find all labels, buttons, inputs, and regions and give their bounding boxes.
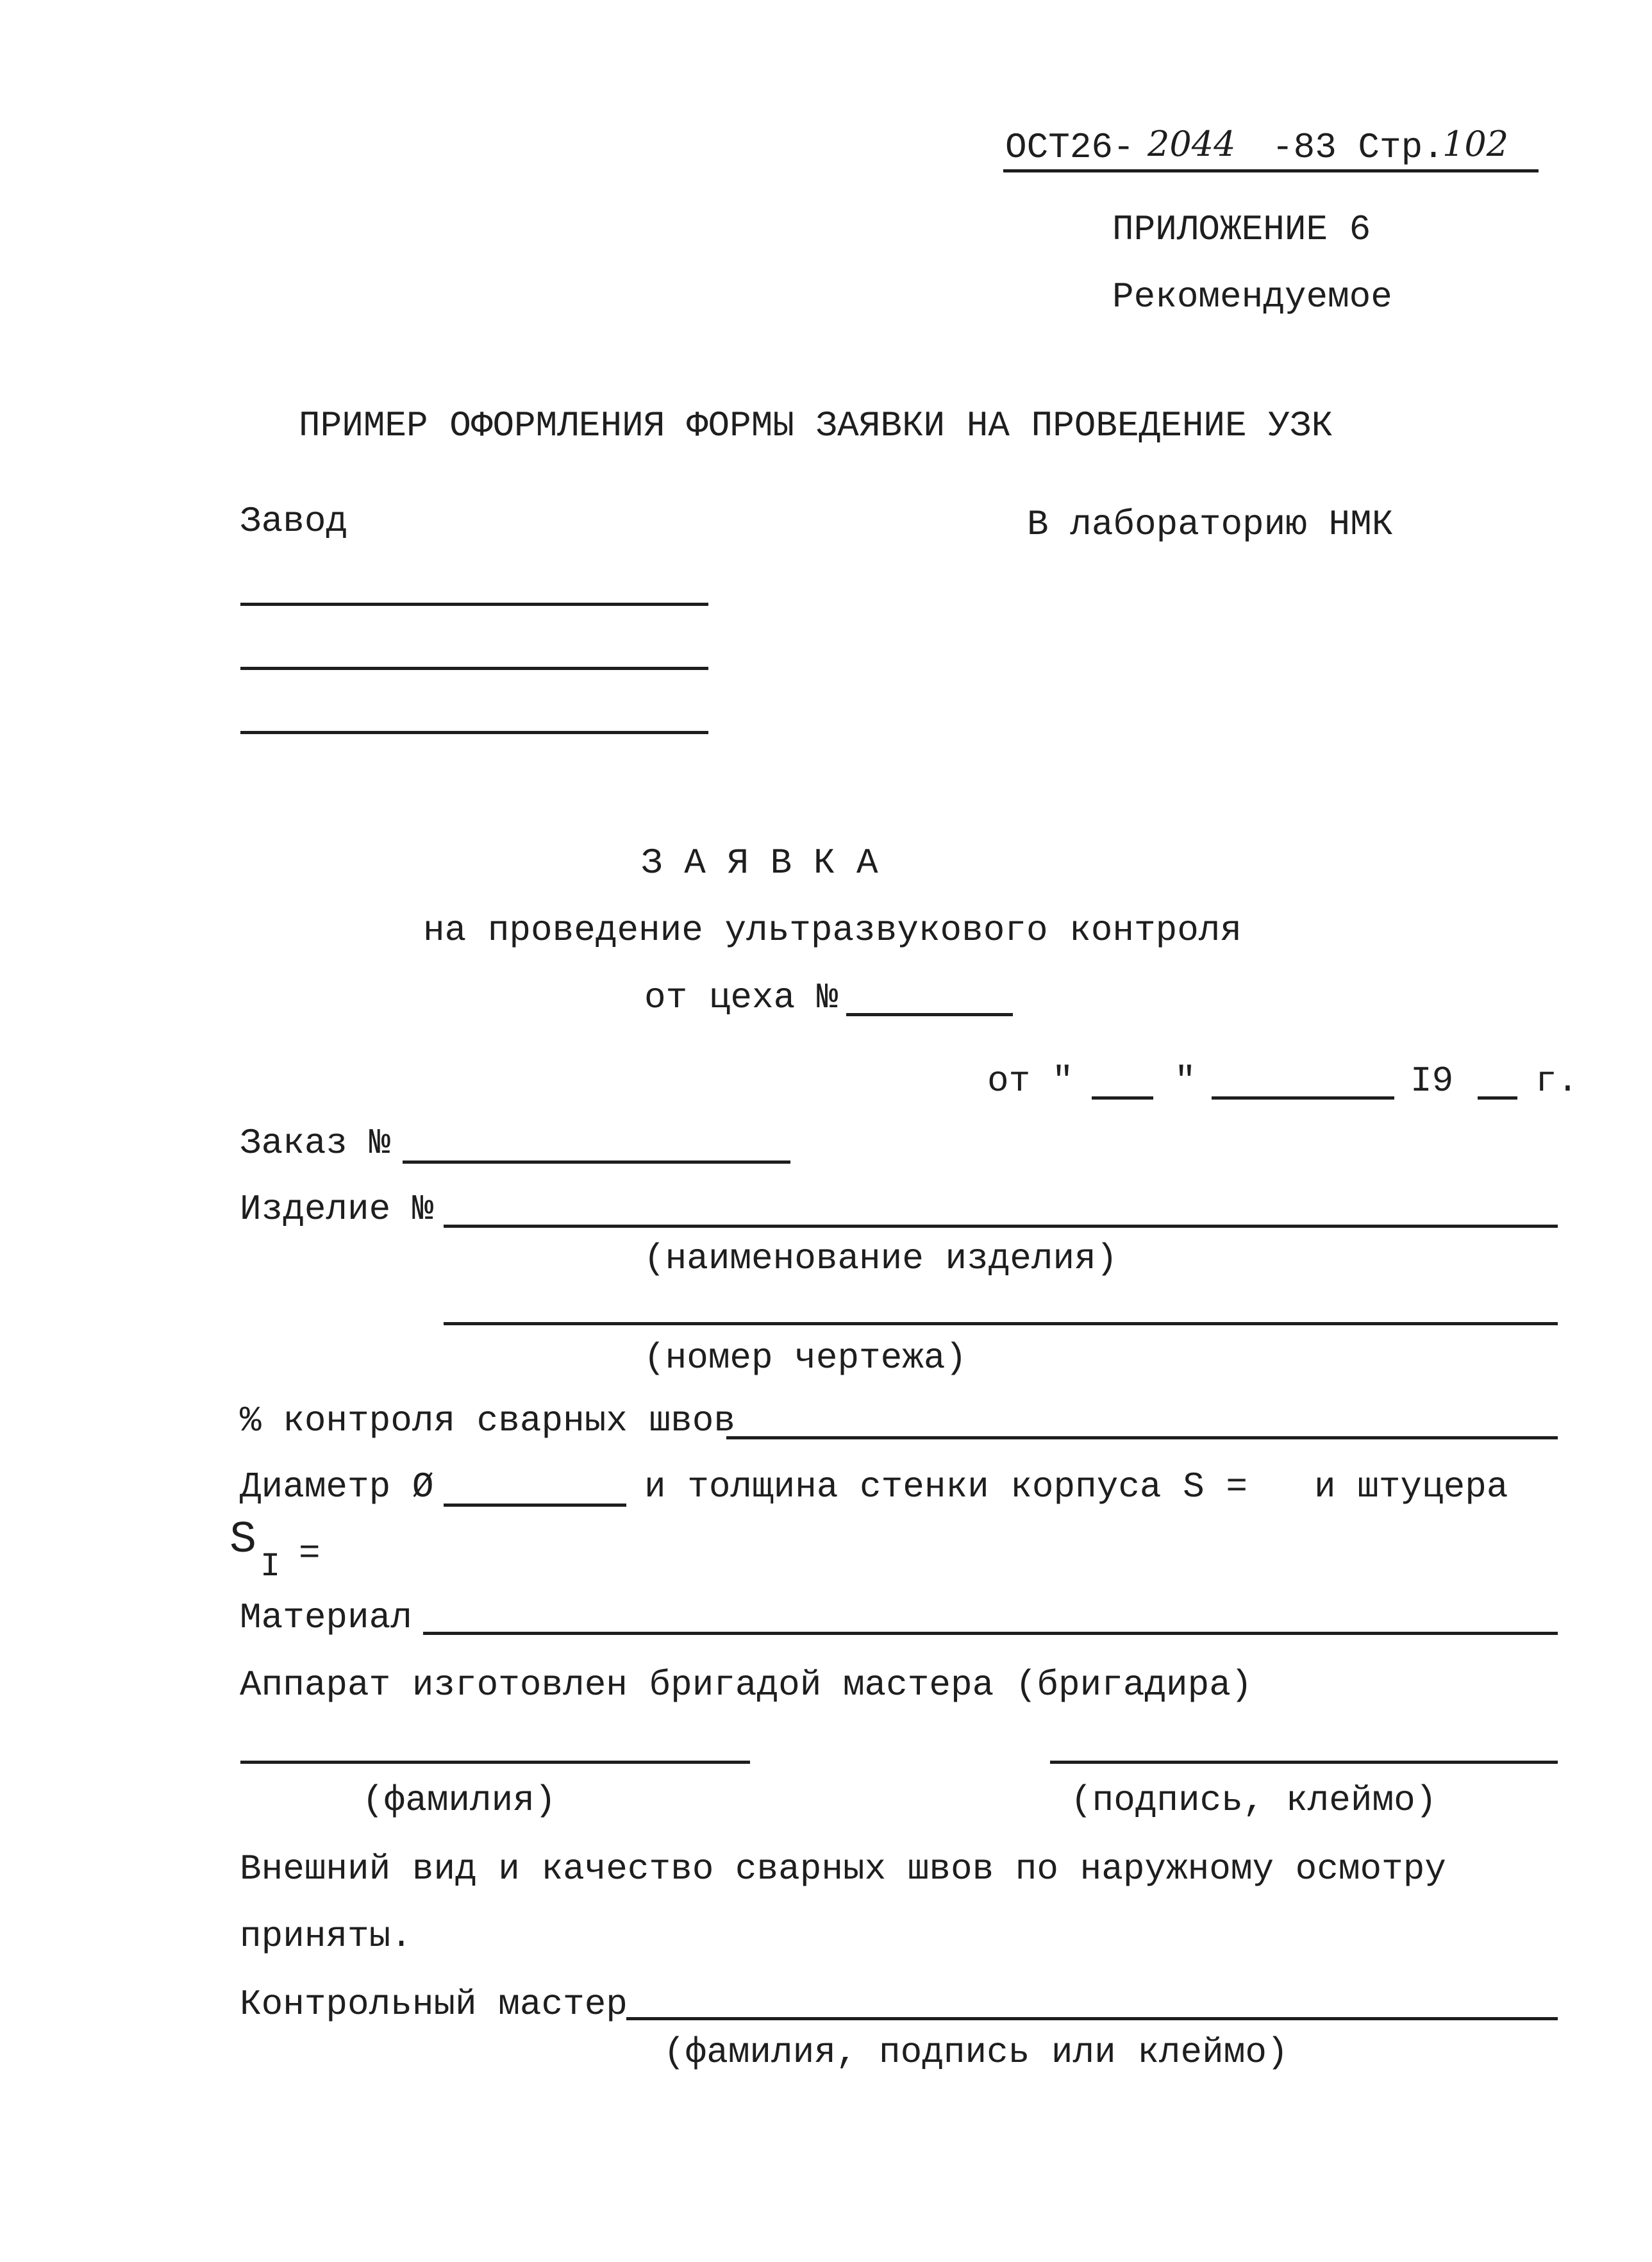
inspection-text-line-2: приняты. — [240, 1916, 412, 1957]
signature-hint: (подпись, клеймо) — [1071, 1780, 1437, 1821]
inspection-text-line-1: Внешний вид и качество сварных швов по наружному осмотру — [240, 1848, 1446, 1889]
standard-prefix: ОСТ26- — [1005, 127, 1135, 168]
shop-number-field[interactable] — [846, 1013, 1013, 1016]
control-master-hint: (фамилия, подпись или клеймо) — [663, 2032, 1289, 2073]
thickness-label: и толщина стенки корпуса S = — [644, 1466, 1247, 1507]
appendix-label: ПРИЛОЖЕНИЕ 6 — [1112, 209, 1371, 250]
order-number-field[interactable] — [403, 1160, 790, 1164]
plant-line-1[interactable] — [240, 603, 708, 606]
weld-percent-label: % контроля сварных швов — [240, 1400, 735, 1441]
s1-subscript: I — [260, 1548, 281, 1586]
date-suffix: г. — [1535, 1060, 1579, 1102]
signature-field[interactable] — [1050, 1761, 1558, 1764]
page-title: ПРИМЕР ОФОРМЛЕНИЯ ФОРМЫ ЗАЯВКИ НА ПРОВЕДЕНИЕ УЗК — [299, 405, 1333, 446]
plant-line-3[interactable] — [240, 731, 708, 734]
page-number-handwritten: 102 — [1442, 124, 1509, 164]
product-number-field[interactable] — [444, 1225, 1558, 1228]
form-subheading: на проведение ультразвукового контроля — [423, 910, 1242, 951]
appendix-status: Рекомендуемое — [1112, 276, 1392, 317]
date-month-field[interactable] — [1212, 1096, 1394, 1100]
plant-label: Завод — [240, 501, 348, 542]
date-year-prefix: I9 — [1410, 1060, 1454, 1102]
product-name-hint: (наименование изделия) — [644, 1238, 1118, 1279]
material-label: Материал — [240, 1597, 412, 1638]
plant-line-2[interactable] — [240, 667, 708, 670]
header-underline — [1003, 169, 1539, 172]
date-day-field[interactable] — [1092, 1096, 1153, 1100]
control-master-label: Контрольный мастер — [240, 1984, 628, 2025]
standard-number-handwritten: 2044 — [1147, 124, 1236, 164]
diameter-field[interactable] — [444, 1504, 626, 1507]
form-heading: З А Я В К А — [641, 842, 878, 884]
diameter-label: Диаметр Ø — [240, 1466, 434, 1507]
order-label: Заказ № — [240, 1123, 391, 1164]
drawing-number-hint: (номер чертежа) — [644, 1337, 967, 1378]
drawing-number-field[interactable] — [444, 1322, 1558, 1325]
lab-label: В лабораторию НМК — [1027, 504, 1394, 545]
date-close-quote: " — [1174, 1060, 1196, 1102]
product-label: Изделие № — [240, 1189, 434, 1230]
material-field[interactable] — [423, 1632, 1558, 1635]
weld-percent-field[interactable] — [726, 1436, 1558, 1439]
standard-year: -83 Стр. — [1272, 127, 1444, 168]
nozzle-label: и штуцера — [1314, 1466, 1508, 1507]
surname-hint: (фамилия) — [362, 1780, 556, 1821]
date-year-field[interactable] — [1478, 1096, 1517, 1100]
surname-field[interactable] — [240, 1761, 750, 1764]
made-by-label: Аппарат изготовлен бригадой мастера (бригадира) — [240, 1664, 1253, 1705]
shop-label: от цеха № — [644, 977, 839, 1018]
control-master-field[interactable] — [626, 2017, 1558, 2020]
s1-symbol: S — [229, 1515, 257, 1566]
s1-equals: = — [299, 1533, 321, 1574]
date-prefix: от " — [987, 1060, 1074, 1102]
